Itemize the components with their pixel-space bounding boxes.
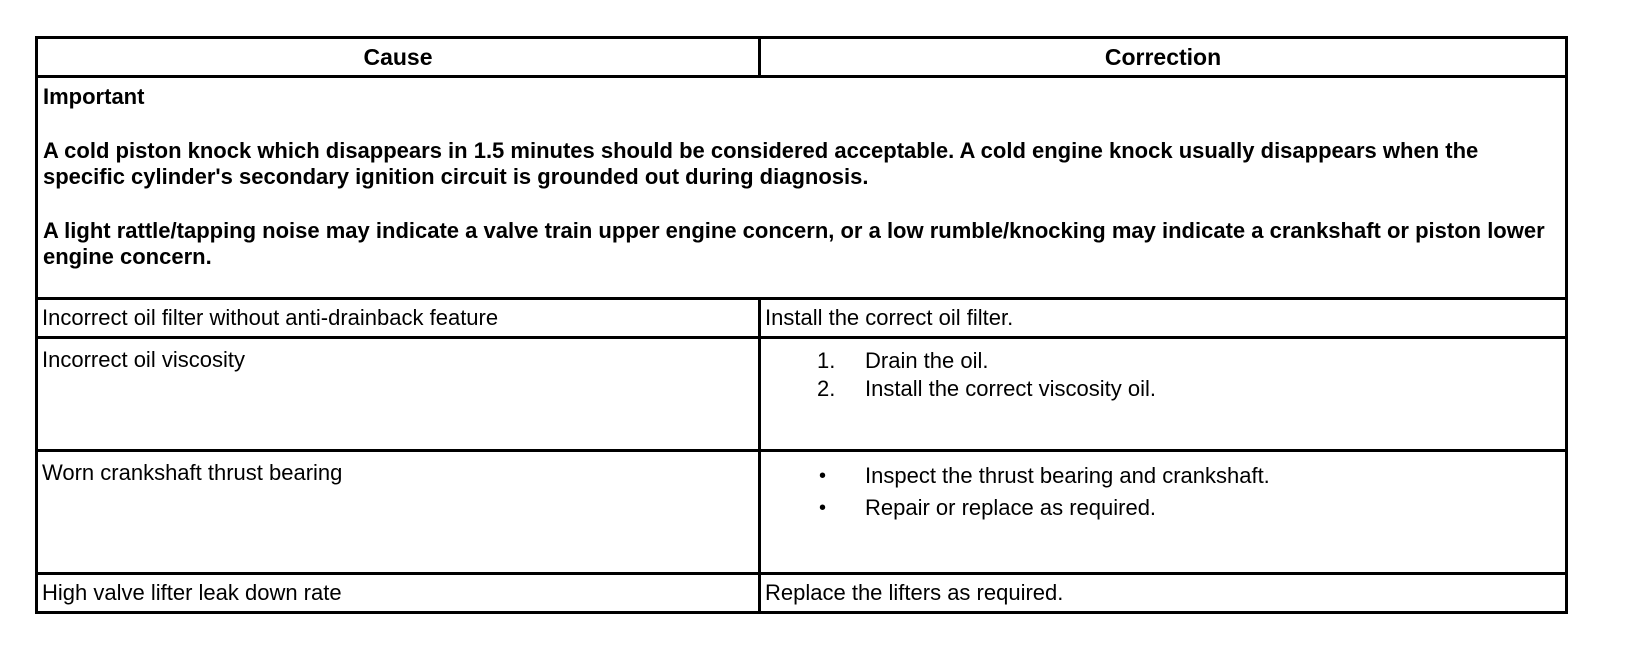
list-item	[765, 460, 1565, 492]
step-number: 1.	[817, 348, 836, 373]
table-row	[37, 574, 1567, 613]
step-number: 2.	[817, 376, 836, 401]
table-row	[37, 338, 1567, 451]
correction-cell	[760, 338, 1567, 451]
correction-cell: Replace the lifters as required.	[760, 574, 1567, 613]
bullet-text: Repair or replace as required.	[865, 495, 1157, 520]
important-paragraph-2: A light rattle/tapping noise may indicate a valve train upper engine concern, or a low rumble/knocking may indicate a crankshaft or piston lower engine concern.	[43, 218, 1545, 269]
bullet-text: Inspect the thrust bearing and crankshaft.	[865, 463, 1270, 488]
bullet-list	[765, 460, 1565, 524]
table-row	[37, 451, 1567, 574]
list-item	[765, 492, 1565, 524]
important-title: Important	[43, 84, 145, 109]
cause-cell: High valve lifter leak down rate	[37, 574, 760, 613]
header-cause: Cause	[37, 38, 760, 77]
important-note	[37, 77, 1567, 299]
table-row	[37, 299, 1567, 338]
bullet-icon: •	[819, 497, 827, 519]
header-correction: Correction	[760, 38, 1567, 77]
step-text: Install the correct viscosity oil.	[865, 376, 1156, 401]
step-text: Drain the oil.	[865, 348, 989, 373]
cause-cell: Incorrect oil viscosity	[37, 338, 760, 451]
correction-cell	[760, 451, 1567, 574]
numbered-steps	[765, 347, 1565, 403]
important-row	[37, 77, 1567, 299]
diagnostic-table	[35, 36, 1568, 614]
list-item	[765, 375, 1565, 403]
important-paragraph-1: A cold piston knock which disappears in 1.5 minutes should be considered acceptable. A cold engine knock usually disappears when the specific cylinder's secondary ignition circuit is grounded out during diagnosis.	[43, 138, 1479, 189]
cause-cell: Incorrect oil filter without anti-drainback feature	[37, 299, 760, 338]
correction-cell: Install the correct oil filter.	[760, 299, 1567, 338]
bullet-icon: •	[819, 465, 827, 487]
header-row	[37, 38, 1567, 77]
cause-cell: Worn crankshaft thrust bearing	[37, 451, 760, 574]
list-item	[765, 347, 1565, 375]
